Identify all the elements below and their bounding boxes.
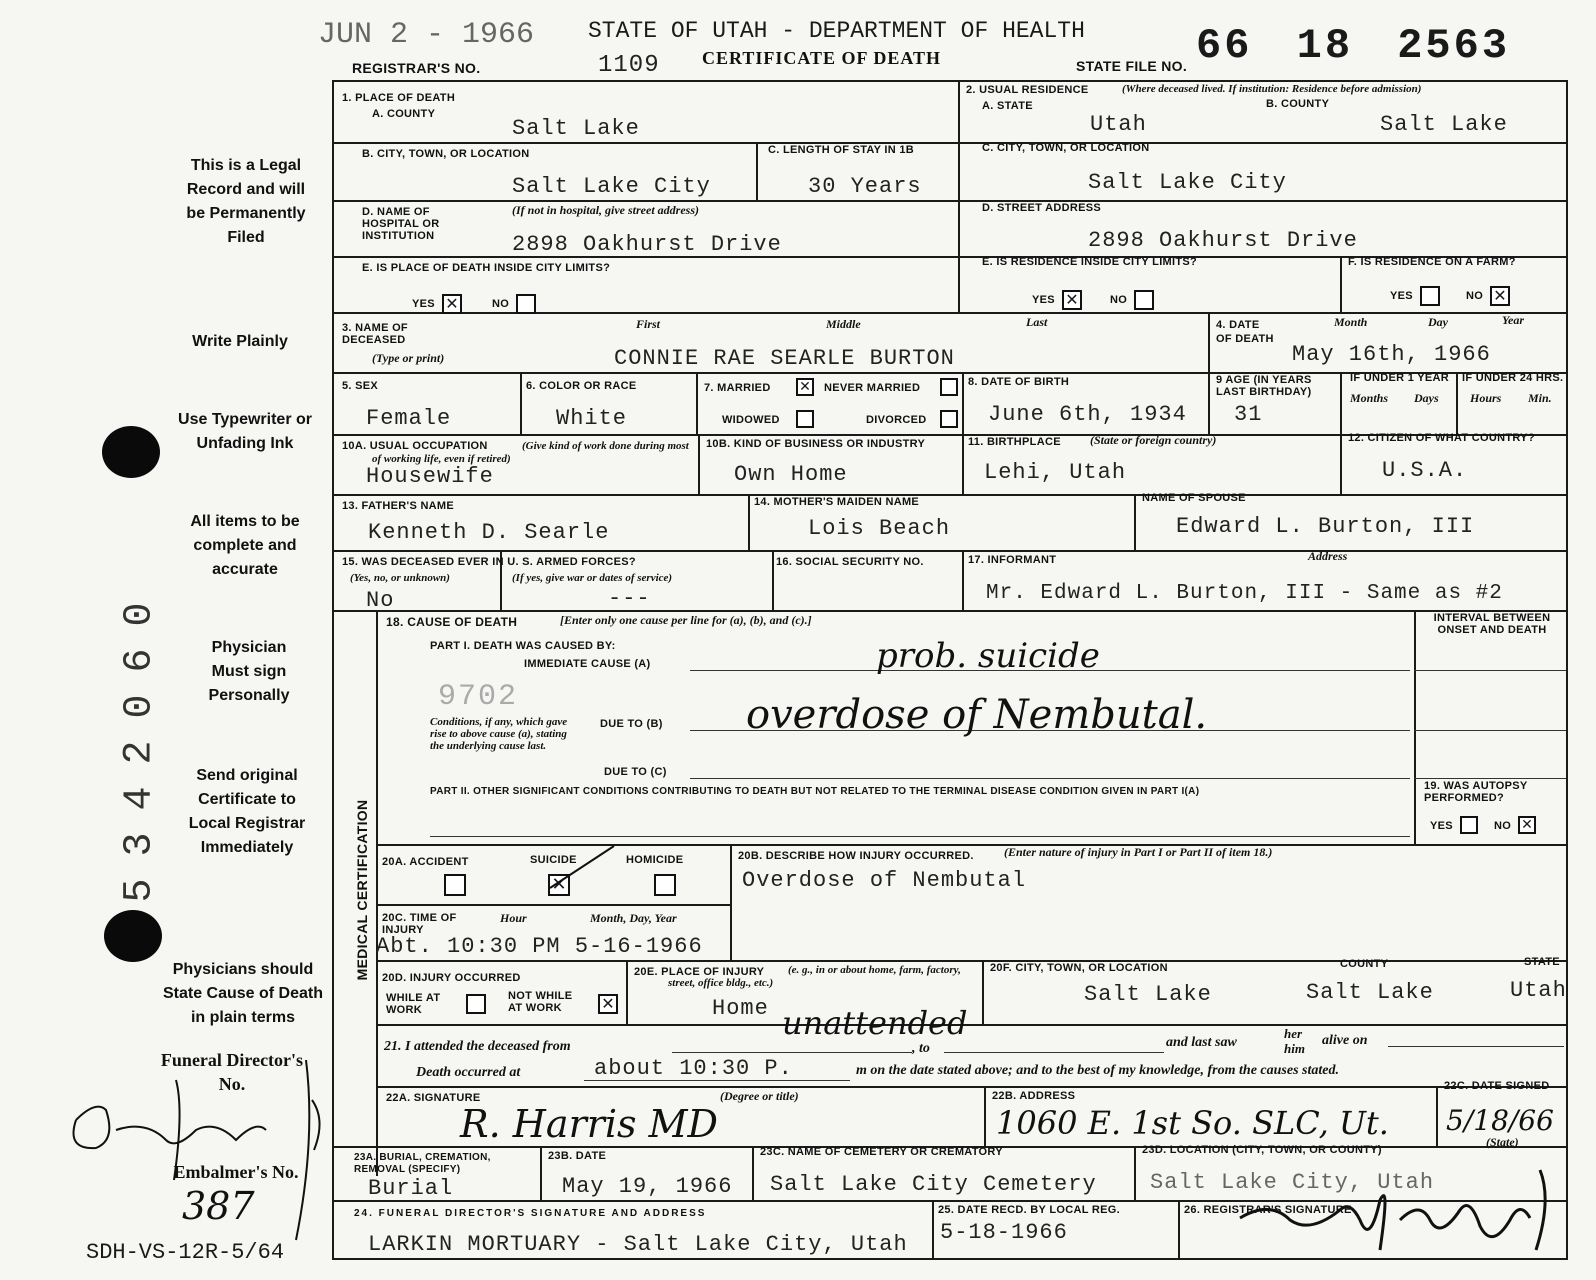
autopsy-yes-checkbox[interactable] bbox=[1460, 816, 1478, 834]
married-label: 7. MARRIED bbox=[704, 382, 771, 394]
inside-city-label: E. IS PLACE OF DEATH INSIDE CITY LIMITS? bbox=[362, 262, 611, 274]
citizen: U.S.A. bbox=[1382, 458, 1468, 483]
birthplace-note: (State or foreign country) bbox=[1090, 433, 1217, 447]
farm-no-checkbox[interactable]: ✕ bbox=[1490, 286, 1510, 306]
cause-code: 9702 bbox=[438, 680, 519, 714]
res-county: Salt Lake bbox=[1380, 112, 1508, 137]
not-while-at-work-label: NOT WHILE AT WORK bbox=[508, 990, 573, 1014]
burial: Burial bbox=[368, 1176, 454, 1201]
burial-state-hint: (State) bbox=[1486, 1135, 1519, 1149]
divorced-label: DIVORCED bbox=[866, 414, 927, 426]
res-city: Salt Lake City bbox=[1088, 170, 1287, 195]
deceased-name-label: 3. NAME OF DECEASED bbox=[342, 322, 408, 346]
injury-state: Utah bbox=[1510, 978, 1567, 1003]
sex: Female bbox=[366, 406, 452, 431]
note-cause-plain: Physicians should State Cause of Death in plain terms bbox=[162, 961, 324, 1026]
immediate-cause: prob. suicide bbox=[876, 636, 1100, 676]
age-label: 9 AGE (IN YEARS LAST BIRTHDAY) bbox=[1216, 374, 1312, 398]
business: Own Home bbox=[734, 462, 848, 487]
farm-yes-label: YES bbox=[1390, 290, 1413, 302]
under-24-hrs-label: IF UNDER 24 HRS. bbox=[1462, 372, 1564, 384]
suicide-checkbox[interactable]: ✕ bbox=[548, 874, 570, 896]
hospital-label: D. NAME OF HOSPITAL OR INSTITUTION bbox=[362, 206, 440, 242]
res-no-label: NO bbox=[1110, 294, 1128, 306]
dob-label: 8. DATE OF BIRTH bbox=[968, 376, 1070, 388]
accident-checkbox[interactable] bbox=[444, 874, 466, 896]
interval-label: INTERVAL BETWEEN ONSET AND DEATH bbox=[1433, 612, 1551, 636]
degree-label: (Degree or title) bbox=[720, 1089, 799, 1103]
attended-label: 21. I attended the deceased from bbox=[384, 1039, 571, 1054]
burial-date-label: 23B. DATE bbox=[548, 1150, 607, 1162]
physician-signature: R. Harris MD bbox=[460, 1102, 719, 1146]
day-label: Day bbox=[1428, 315, 1448, 329]
res-inside-no-checkbox[interactable] bbox=[1134, 290, 1154, 310]
date-recd-label: 25. DATE RECD. BY LOCAL REG. bbox=[938, 1204, 1120, 1216]
injury-county: Salt Lake bbox=[1306, 980, 1434, 1005]
death-county-label: A. COUNTY bbox=[372, 108, 436, 120]
autopsy-no-label: NO bbox=[1494, 820, 1512, 832]
date-recd: 5-18-1966 bbox=[940, 1220, 1068, 1245]
state-file-no: 66 18 2563 bbox=[1196, 22, 1511, 70]
burial-date: May 19, 1966 bbox=[562, 1174, 733, 1199]
informant: Mr. Edward L. Burton, III - Same as #2 bbox=[986, 582, 1503, 605]
stamp-date: JUN 2 - 1966 bbox=[318, 18, 535, 52]
business-label: 10B. KIND OF BUSINESS OR INDUSTRY bbox=[706, 438, 926, 450]
residence-label: 2. USUAL RESIDENCE bbox=[966, 84, 1089, 96]
res-street: 2898 Oakhurst Drive bbox=[1088, 228, 1358, 253]
farm-no-label: NO bbox=[1466, 290, 1484, 302]
res-county-label: B. COUNTY bbox=[1266, 98, 1330, 110]
signature-label: 22A. SIGNATURE bbox=[386, 1092, 481, 1104]
armed-label: 15. WAS DECEASED EVER IN U. S. ARMED FORCES? bbox=[342, 556, 636, 568]
autopsy-no-checkbox[interactable]: ✕ bbox=[1518, 816, 1536, 834]
vertical-file-number: 5342060 bbox=[117, 580, 163, 903]
embalmer-no: 387 bbox=[182, 1184, 255, 1228]
death-city: Salt Lake City bbox=[512, 174, 711, 199]
hospital: 2898 Oakhurst Drive bbox=[512, 232, 782, 257]
father-label: 13. FATHER'S NAME bbox=[342, 500, 455, 512]
father: Kenneth D. Searle bbox=[368, 520, 610, 545]
part2-label: PART II. OTHER SIGNIFICANT CONDITIONS CONTRIBUTING TO DEATH BUT NOT RELATED TO THE TERMINAL DISEASE CONDITION GIVEN IN PART I(A) bbox=[430, 786, 1200, 797]
physician-address: 1060 E. 1st So. SLC, Ut. bbox=[996, 1104, 1389, 1142]
place-of-death-label: 1. PLACE OF DEATH bbox=[342, 92, 456, 104]
year-label: Year bbox=[1502, 313, 1524, 327]
registrar-sig-label: 26. REGISTRAR'S SIGNATURE bbox=[1184, 1204, 1352, 1216]
due-b-label: DUE TO (B) bbox=[600, 718, 663, 730]
never-married-checkbox[interactable] bbox=[940, 378, 958, 396]
dob: June 6th, 1934 bbox=[988, 402, 1187, 427]
race: White bbox=[556, 406, 628, 431]
mdy-label: Month, Day, Year bbox=[590, 911, 677, 925]
widowed-checkbox[interactable] bbox=[796, 410, 814, 428]
occupation-note: (Give kind of work done during most of working life, even if retired) bbox=[372, 440, 689, 465]
cause-note: [Enter only one cause per line for (a), (b), and (c).] bbox=[560, 613, 812, 627]
death-inside-no-checkbox[interactable] bbox=[516, 294, 536, 314]
hours-label: Hours bbox=[1470, 391, 1502, 405]
occurred-at: about 10:30 P. bbox=[594, 1056, 793, 1081]
min-label: Min. bbox=[1528, 391, 1552, 405]
last-saw-label: and last saw bbox=[1166, 1035, 1237, 1050]
citizen-label: 12. CITIZEN OF WHAT COUNTRY? bbox=[1348, 432, 1535, 444]
medical-certification-label: MEDICAL CERTIFICATION bbox=[354, 799, 370, 981]
mother-label: 14. MOTHER'S MAIDEN NAME bbox=[754, 496, 920, 508]
res-state-label: A. STATE bbox=[982, 100, 1033, 112]
divorced-checkbox[interactable] bbox=[940, 410, 958, 428]
funeral-director-label: 24. FUNERAL DIRECTOR'S SIGNATURE AND ADDRESS bbox=[354, 1208, 707, 1219]
ssn-label: 16. SOCIAL SECURITY NO. bbox=[776, 556, 924, 568]
length-of-stay: 30 Years bbox=[808, 174, 922, 199]
spouse: Edward L. Burton, III bbox=[1176, 514, 1475, 539]
month-label: Month bbox=[1334, 315, 1368, 329]
injury-occurred-label: 20D. INJURY OCCURRED bbox=[382, 972, 521, 984]
never-married-label: NEVER MARRIED bbox=[824, 382, 921, 394]
punch-hole-bottom bbox=[104, 910, 162, 962]
due-to-b: overdose of Nembutal. bbox=[746, 692, 1208, 738]
birthplace: Lehi, Utah bbox=[984, 460, 1127, 485]
embalmer-no-label: Embalmer's No. bbox=[173, 1162, 299, 1182]
days-label: Days bbox=[1414, 391, 1439, 405]
occupation: Housewife bbox=[366, 464, 494, 489]
res-street-label: D. STREET ADDRESS bbox=[982, 202, 1101, 214]
time-of-injury: Abt. 10:30 PM 5-16-1966 bbox=[376, 934, 703, 959]
punch-hole-top bbox=[102, 426, 160, 478]
to-label: , to bbox=[912, 1041, 930, 1056]
married-checkbox[interactable]: ✕ bbox=[796, 378, 814, 396]
armed-war-note: (If yes, give war or dates of service) bbox=[512, 572, 673, 584]
injury-desc-label: 20B. DESCRIBE HOW INJURY OCCURRED. bbox=[738, 850, 974, 862]
funeral-director-no-label: Funeral Director's No. bbox=[160, 1050, 304, 1094]
death-inside-yes-checkbox[interactable]: ✕ bbox=[442, 294, 462, 314]
note-write-plainly: Write Plainly bbox=[192, 333, 288, 350]
autopsy-yes-label: YES bbox=[1430, 820, 1453, 832]
place-of-injury-label: 20E. PLACE OF INJURY bbox=[634, 966, 765, 978]
cemetery: Salt Lake City Cemetery bbox=[770, 1172, 1097, 1197]
registrars-no: 1109 bbox=[598, 52, 660, 79]
immediate-label: IMMEDIATE CAUSE (A) bbox=[524, 658, 651, 670]
suicide-label: SUICIDE bbox=[530, 854, 577, 866]
injury-city: Salt Lake bbox=[1084, 982, 1212, 1007]
her-him-label: her him bbox=[1284, 1026, 1305, 1056]
date-of-death: May 16th, 1966 bbox=[1292, 342, 1491, 367]
accident-label: 20A. ACCIDENT bbox=[382, 856, 469, 868]
res-inside-city-label: E. IS RESIDENCE INSIDE CITY LIMITS? bbox=[982, 256, 1198, 268]
not-while-at-work-checkbox[interactable]: ✕ bbox=[598, 994, 618, 1014]
occupation-label: 10A. USUAL OCCUPATION bbox=[342, 440, 488, 452]
middle-label: Middle bbox=[826, 317, 861, 331]
date-signed-label: 22C. DATE SIGNED bbox=[1444, 1080, 1550, 1092]
note-typewriter: Use Typewriter or Unfading Ink bbox=[178, 411, 312, 452]
due-c-label: DUE TO (C) bbox=[604, 766, 667, 778]
age: 31 bbox=[1234, 402, 1263, 427]
res-state: Utah bbox=[1090, 112, 1147, 137]
place-of-injury: Home bbox=[712, 996, 769, 1021]
conditions-note: Conditions, if any, which gave rise to above cause (a), stating the underlying cause last. bbox=[430, 716, 568, 752]
informant-label: 17. INFORMANT bbox=[968, 554, 1057, 566]
registrar-signature bbox=[1230, 1160, 1566, 1260]
birthplace-label: 11. BIRTHPLACE bbox=[968, 436, 1061, 448]
injury-state-label: STATE bbox=[1524, 956, 1560, 968]
deceased-name: CONNIE RAE SEARLE BURTON bbox=[614, 346, 955, 371]
form-code: SDH-VS-12R-5/64 bbox=[86, 1240, 285, 1265]
length-of-stay-label: C. LENGTH OF STAY IN 1B bbox=[768, 144, 915, 156]
death-yes-label: YES bbox=[412, 298, 435, 310]
alive-on-label: alive on bbox=[1322, 1033, 1368, 1048]
autopsy-label: 19. WAS AUTOPSY PERFORMED? bbox=[1424, 780, 1528, 804]
first-label: First bbox=[636, 317, 661, 331]
attended: unattended bbox=[782, 1004, 968, 1042]
injury-desc-note: (Enter nature of injury in Part I or Part II of item 18.) bbox=[1004, 845, 1273, 859]
res-city-label: C. CITY, TOWN, OR LOCATION bbox=[982, 142, 1150, 154]
informant-address-label: Address bbox=[1308, 549, 1348, 563]
note-complete: All items to be complete and accurate bbox=[190, 513, 300, 578]
time-of-injury-label: 20C. TIME OF INJURY bbox=[382, 912, 457, 936]
burial-label: 23A. BURIAL, CREMATION, REMOVAL (SPECIFY) bbox=[354, 1152, 491, 1175]
mother: Lois Beach bbox=[808, 516, 951, 541]
while-at-work-label: WHILE AT WORK bbox=[386, 992, 441, 1016]
months-label: Months bbox=[1350, 391, 1389, 405]
date-signed: 5/18/66 bbox=[1446, 1104, 1554, 1137]
hospital-note: (If not in hospital, give street address) bbox=[512, 203, 700, 217]
hour-label: Hour bbox=[500, 911, 527, 925]
injury-county-label: COUNTY bbox=[1340, 958, 1389, 970]
cemetery-label: 23C. NAME OF CEMETERY OR CREMATORY bbox=[760, 1146, 1003, 1158]
injury-description: Overdose of Nembutal bbox=[742, 868, 1027, 893]
under-1-year-label: IF UNDER 1 YEAR bbox=[1350, 372, 1450, 384]
homicide-label: HOMICIDE bbox=[626, 854, 684, 866]
note-legal-record: This is a Legal Record and will be Permanently Filed bbox=[186, 157, 306, 246]
occurred-tail: m on the date stated above; and to the best of my knowledge, from the causes stated. bbox=[856, 1063, 1339, 1078]
burial-location-label: 23D. LOCATION (CITY, TOWN, OR COUNTY) bbox=[1142, 1144, 1382, 1156]
state-file-label: STATE FILE NO. bbox=[1076, 58, 1188, 74]
widowed-label: WIDOWED bbox=[722, 414, 780, 426]
homicide-checkbox[interactable] bbox=[654, 874, 676, 896]
suicide-check-stroke bbox=[548, 842, 618, 892]
funeral-director-signature bbox=[56, 1060, 356, 1260]
form-title: STATE OF UTAH - DEPARTMENT OF HEALTH bbox=[588, 18, 1085, 44]
death-no-label: NO bbox=[492, 298, 510, 310]
race-label: 6. COLOR OR RACE bbox=[526, 380, 637, 392]
armed: No bbox=[366, 588, 395, 613]
armed-dates: --- bbox=[608, 586, 651, 611]
while-at-work-checkbox[interactable] bbox=[466, 994, 486, 1014]
date-of-death-label: 4. DATE OF DEATH bbox=[1216, 319, 1274, 345]
certificate-title: CERTIFICATE OF DEATH bbox=[702, 48, 942, 68]
registrars-no-label: REGISTRAR'S NO. bbox=[352, 60, 481, 76]
part1-label: PART I. DEATH WAS CAUSED BY: bbox=[430, 640, 616, 652]
occurred-at-label: Death occurred at bbox=[416, 1065, 521, 1080]
burial-location: Salt Lake City, Utah bbox=[1150, 1170, 1435, 1195]
last-label: Last bbox=[1026, 315, 1048, 329]
res-yes-label: YES bbox=[1032, 294, 1055, 306]
funeral-director: LARKIN MORTUARY - Salt Lake City, Utah bbox=[368, 1232, 908, 1257]
armed-sub: (Yes, no, or unknown) bbox=[350, 572, 450, 584]
res-inside-yes-checkbox[interactable]: ✕ bbox=[1062, 290, 1082, 310]
deceased-name-sub: (Type or print) bbox=[372, 351, 445, 365]
farm-yes-checkbox[interactable] bbox=[1420, 286, 1440, 306]
note-send-original: Send original Certificate to Local Registrar Immediately bbox=[188, 767, 306, 856]
residence-note: (Where deceased lived. If institution: Residence before admission) bbox=[1122, 83, 1422, 95]
place-of-injury-note: (e. g., in or about home, farm, factory, street, office bldg., etc.) bbox=[668, 964, 961, 989]
spouse-label: NAME OF SPOUSE bbox=[1142, 492, 1246, 504]
sex-label: 5. SEX bbox=[342, 380, 379, 392]
cause-of-death-label: 18. CAUSE OF DEATH bbox=[386, 615, 518, 629]
farm-label: F. IS RESIDENCE ON A FARM? bbox=[1348, 256, 1516, 268]
injury-city-label: 20F. CITY, TOWN, OR LOCATION bbox=[990, 962, 1168, 974]
death-city-label: B. CITY, TOWN, OR LOCATION bbox=[362, 148, 530, 160]
note-physician-sign: Physician Must sign Personally bbox=[208, 639, 290, 704]
death-county: Salt Lake bbox=[512, 116, 640, 141]
address-label: 22B. ADDRESS bbox=[992, 1090, 1076, 1102]
